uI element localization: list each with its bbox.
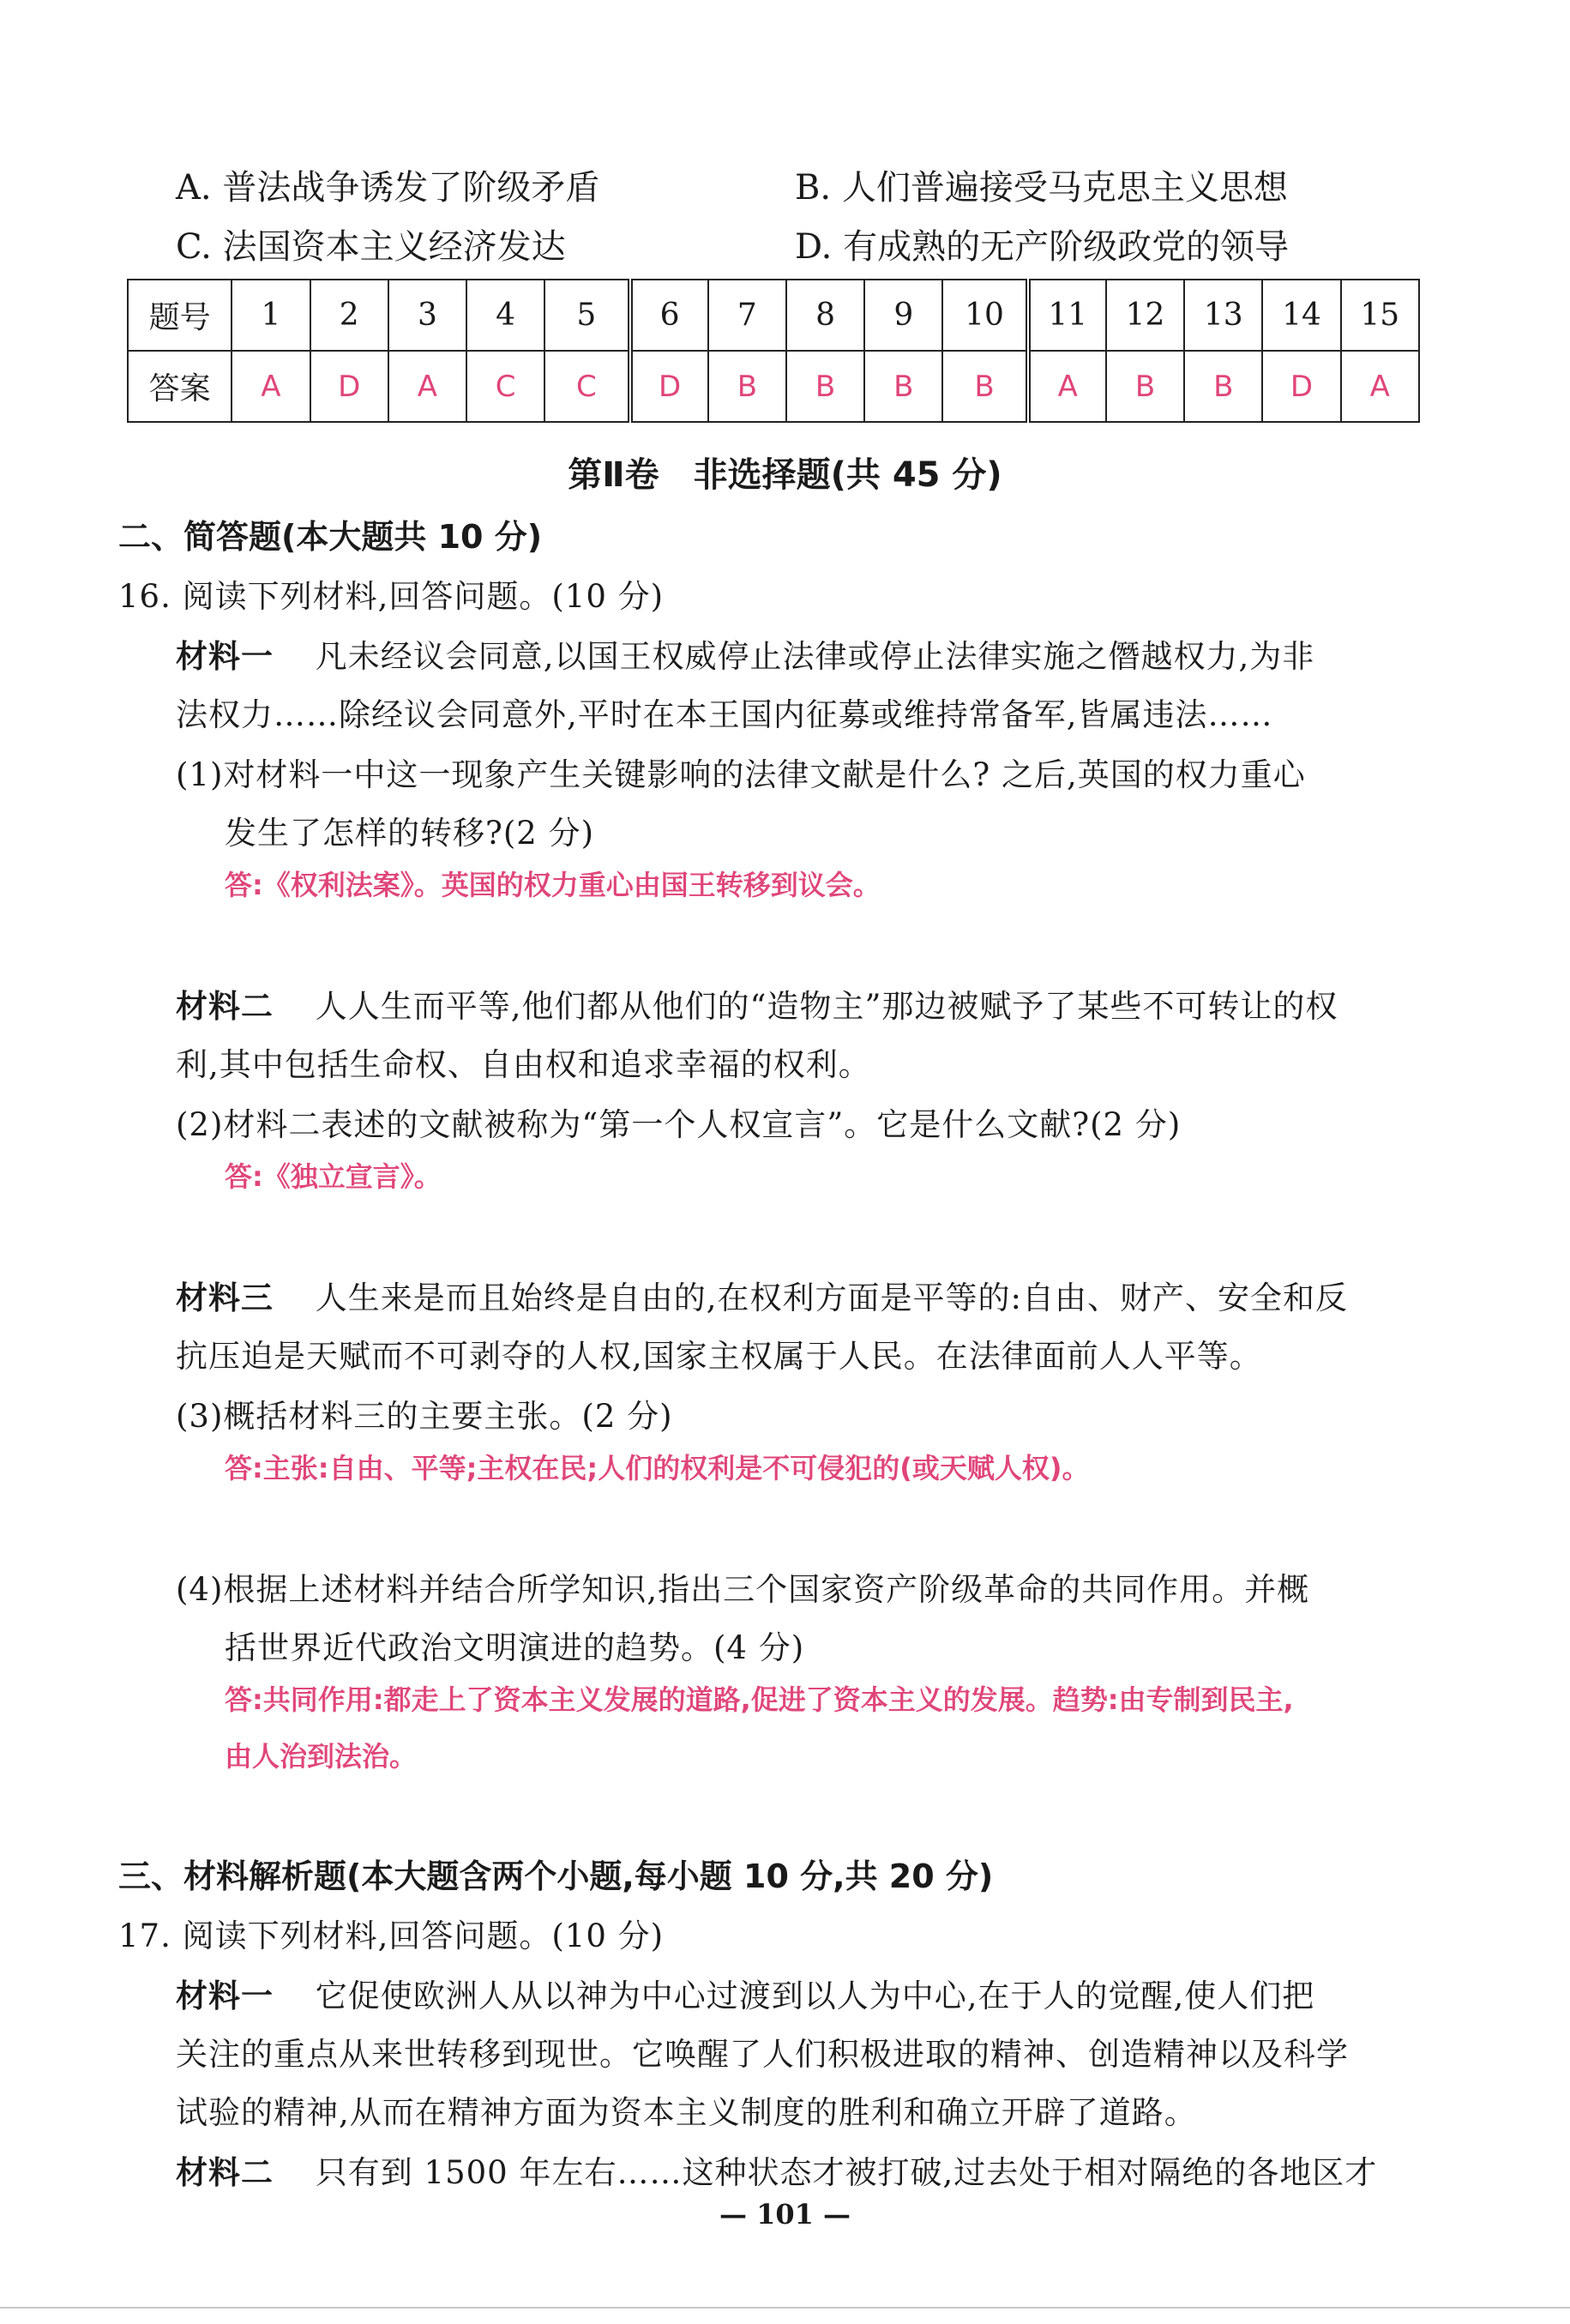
answer-cell: A: [388, 351, 466, 422]
answer-cell: D: [1262, 351, 1340, 422]
material-2-cont: 利,其中包括生命权、自由权和追求幸福的权利。: [176, 1046, 871, 1083]
question-number: 5: [544, 280, 629, 351]
answer-cell: A: [1028, 351, 1106, 422]
question-17: 17. 阅读下列材料,回答问题。(10 分): [118, 1918, 665, 1954]
material-1-cont: 关注的重点从来世转移到现世。它唤醒了人们积极进取的精神、创造精神以及科学: [176, 2036, 1349, 2073]
question-number: 6: [630, 280, 708, 351]
answer-cell: B: [1106, 351, 1184, 422]
material-label: 材料三: [176, 1279, 274, 1316]
question-number: 2: [310, 280, 388, 351]
material-3: [176, 1272, 1348, 1318]
answer-cell: B: [708, 351, 786, 422]
option-c: C. 法国资本主义经济发达: [176, 227, 566, 267]
question-number: 15: [1341, 280, 1419, 351]
material-label: 材料二: [176, 2154, 274, 2191]
answer-cell: C: [466, 351, 544, 422]
answer-1: 答:《权利法案》。英国的权力重心由国王转移到议会。: [225, 869, 881, 901]
part2-title: 第Ⅱ卷 非选择题(共 45 分): [568, 455, 1002, 495]
answer-cell: C: [544, 351, 629, 422]
subquestion-4: (4)根据上述材料并结合所学知识,指出三个国家资产阶级革命的共同作用。并概: [176, 1571, 1310, 1608]
bottom-rule: [0, 2307, 1570, 2309]
subquestion-3: (3)概括材料三的主要主张。(2 分): [176, 1398, 673, 1435]
material-label: 材料一: [176, 1978, 274, 2014]
material-label: 材料一: [176, 638, 274, 675]
material-2: [176, 2146, 1377, 2193]
answer-4-cont: 由人治到法治。: [225, 1740, 418, 1773]
material-text: 它促使欧洲人从以神为中心过渡到以人为中心,在于人的觉醒,使人们把: [315, 1978, 1315, 2014]
answer-table: [127, 279, 1420, 423]
subquestion-1: (1)对材料一中这一现象产生关键影响的法律文献是什么? 之后,英国的权力重心: [176, 756, 1306, 793]
answer-cell: B: [864, 351, 942, 422]
material-1: [176, 630, 1314, 677]
page-number: — 101 —: [719, 2198, 851, 2231]
option-a: A. 普法战争诱发了阶级矛盾: [176, 168, 600, 208]
question-16: 16. 阅读下列材料,回答问题。(10 分): [118, 578, 665, 615]
question-number-row: [128, 280, 1419, 351]
answer-cell: D: [630, 351, 708, 422]
question-number: 10: [942, 280, 1027, 351]
question-number: 11: [1028, 280, 1106, 351]
subquestion-2: (2)材料二表述的文献被称为“第一个人权宣言”。它是什么文献?(2 分): [176, 1106, 1182, 1143]
answer-cell: B: [942, 351, 1027, 422]
answer-cell: D: [310, 351, 388, 422]
answer-cell: B: [1184, 351, 1262, 422]
question-number: 4: [466, 280, 544, 351]
material-text: 人生来是而且始终是自由的,在权利方面是平等的:自由、财产、安全和反: [315, 1279, 1348, 1316]
section2-heading: 二、简答题(本大题共 10 分): [118, 518, 543, 556]
material-3-cont: 抗压迫是天赋而不可剥夺的人权,国家主权属于人民。在法律面前人人平等。: [176, 1338, 1262, 1375]
material-1-cont: 法权力……除经议会同意外,平时在本王国内征募或维持常备军,皆属违法……: [176, 696, 1273, 733]
question-number: 8: [786, 280, 864, 351]
question-number: 7: [708, 280, 786, 351]
answer-cell: B: [786, 351, 864, 422]
material-1: [176, 1970, 1314, 2016]
subquestion-4-cont: 括世界近代政治文明演进的趋势。(4 分): [225, 1629, 805, 1666]
option-d: D. 有成熟的无产阶级政党的领导: [795, 227, 1290, 267]
material-text: 人人生而平等,他们都从他们的“造物主”那边被赋予了某些不可转让的权: [315, 988, 1338, 1025]
question-number: 3: [388, 280, 466, 351]
option-b: B. 人们普遍接受马克思主义思想: [795, 168, 1288, 208]
answer-row: [128, 351, 1419, 422]
answer-cell: A: [232, 351, 310, 422]
material-text: 只有到 1500 年左右……这种状态才被打破,过去处于相对隔绝的各地区才: [315, 2154, 1378, 2191]
answer-2: 答:《独立宣言》。: [225, 1160, 442, 1193]
question-number: 12: [1106, 280, 1184, 351]
row-label-number: 题号: [128, 280, 232, 351]
question-number: 14: [1262, 280, 1340, 351]
question-number: 13: [1184, 280, 1262, 351]
answer-cell: A: [1341, 351, 1419, 422]
question-number: 1: [232, 280, 310, 351]
section3-heading: 三、材料解析题(本大题含两个小题,每小题 10 分,共 20 分): [118, 1857, 994, 1895]
subquestion-1-cont: 发生了怎样的转移?(2 分): [225, 815, 595, 852]
material-text: 凡未经议会同意,以国王权威停止法律或停止法律实施之僭越权力,为非: [315, 638, 1315, 675]
question-number: 9: [864, 280, 942, 351]
material-label: 材料二: [176, 988, 274, 1025]
answer-4: 答:共同作用:都走上了资本主义发展的道路,促进了资本主义的发展。趋势:由专制到民主,: [225, 1683, 1294, 1716]
material-1-cont: 试验的精神,从而在精神方面为资本主义制度的胜利和确立开辟了道路。: [176, 2094, 1197, 2131]
answer-3: 答:主张:自由、平等;主权在民;人们的权利是不可侵犯的(或天赋人权)。: [225, 1452, 1090, 1484]
material-2: [176, 980, 1338, 1027]
row-label-answer: 答案: [128, 351, 232, 422]
